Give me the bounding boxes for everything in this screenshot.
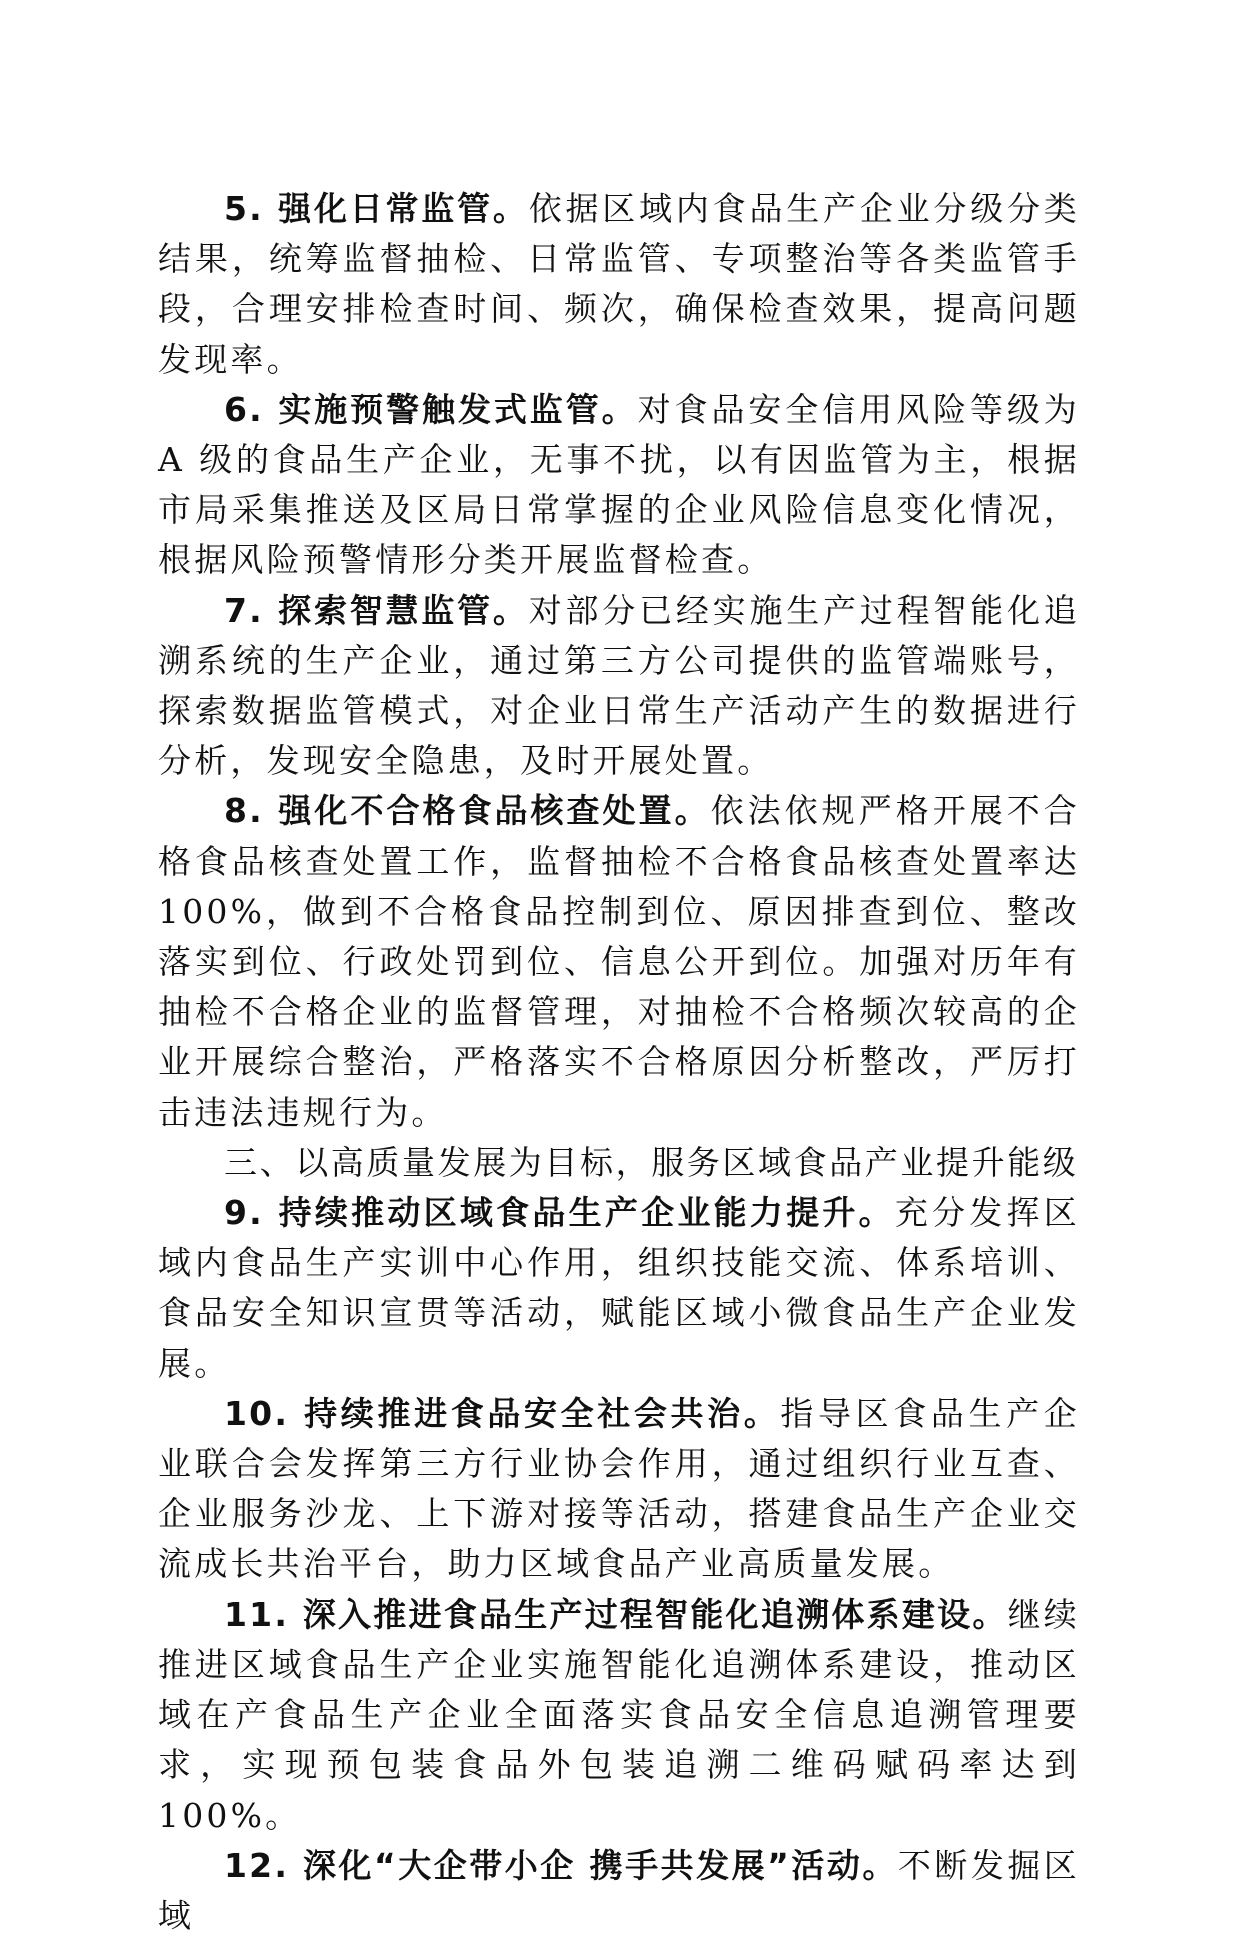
item-body: 对食品安全信用风险等级为 A 级的食品生产企业，无事不扰，以有因监管为主，根据市局采集推送及区局日常掌握的企业风险信息变化情况，根据风险预警情形分类开展监督检查。 — [158, 389, 1080, 580]
document-page — [158, 184, 1080, 1941]
item-lead: 7. 探索智慧监管。 — [224, 590, 529, 630]
item-body: 对部分已经实施生产过程智能化追溯系统的生产企业，通过第三方公司提供的监管端账号，探索数据监管模式，对企业日常生产活动产生的数据进行分析，发现安全隐患，及时开展处置。 — [158, 590, 1080, 781]
item-lead: 5. 强化日常监管。 — [224, 189, 529, 228]
item-body: 依据区域内食品生产企业分级分类结果，统筹监督抽检、日常监管、专项整治等各类监管手段，合理安排检查时间、频次，确保检查效果，提高问题发现率。 — [158, 189, 1080, 379]
paragraph-item-7 — [158, 586, 1080, 787]
item-body: 依法依规严格开展不合格食品核查处置工作，监督抽检不合格食品核查处置率达 100%，做到不合格食品控制到位、原因排查到位、整改落实到位、行政处罚到位、信息公开到位。加强对历年有抽检不合格企业的监督管理，对抽检不合格频次较高的企业开展综合整治，严格落实不合格原因分析整改，严厉打击违法违规行为。 — [158, 791, 1080, 1132]
paragraph-item-11 — [158, 1590, 1080, 1841]
paragraph-item-8 — [158, 786, 1080, 1137]
paragraph-item-6 — [158, 385, 1080, 586]
item-body: 继续推进区域食品生产企业实施智能化追溯体系建设，推动区域在产食品生产企业全面落实食品安全信息追溯管理要求，实现预包装食品外包装追溯二维码赋码率达到 100%。 — [158, 1594, 1081, 1835]
section-heading: 三、以高质量发展为目标，服务区域食品产业提升能级 — [224, 1142, 1079, 1182]
item-body: 不断发掘区域 — [158, 1845, 1081, 1935]
item-lead: 10. 持续推进食品安全社会共治。 — [224, 1393, 781, 1433]
item-lead: 11. 深入推进食品生产过程智能化追溯体系建设。 — [224, 1594, 1008, 1634]
item-lead: 8. 强化不合格食品核查处置。 — [224, 791, 711, 831]
paragraph-item-9 — [158, 1188, 1080, 1389]
paragraph-item-5 — [158, 184, 1080, 385]
item-lead: 12. 深化“大企带小企 携手共发展”活动。 — [224, 1845, 898, 1885]
item-body: 指导区食品生产企业联合会发挥第三方行业协会作用，通过组织行业互查、企业服务沙龙、上下游对接等活动，搭建食品生产企业交流成长共治平台，助力区域食品产业高质量发展。 — [158, 1393, 1080, 1584]
item-lead: 9. 持续推动区域食品生产企业能力提升。 — [224, 1193, 895, 1233]
item-body: 充分发挥区域内食品生产实训中心作用，组织技能交流、体系培训、食品安全知识宣贯等活动，赋能区域小微食品生产企业发展。 — [158, 1193, 1080, 1383]
paragraph-item-12 — [158, 1841, 1080, 1941]
item-lead: 6. 实施预警触发式监管。 — [224, 389, 638, 429]
paragraph-item-10 — [158, 1389, 1080, 1590]
